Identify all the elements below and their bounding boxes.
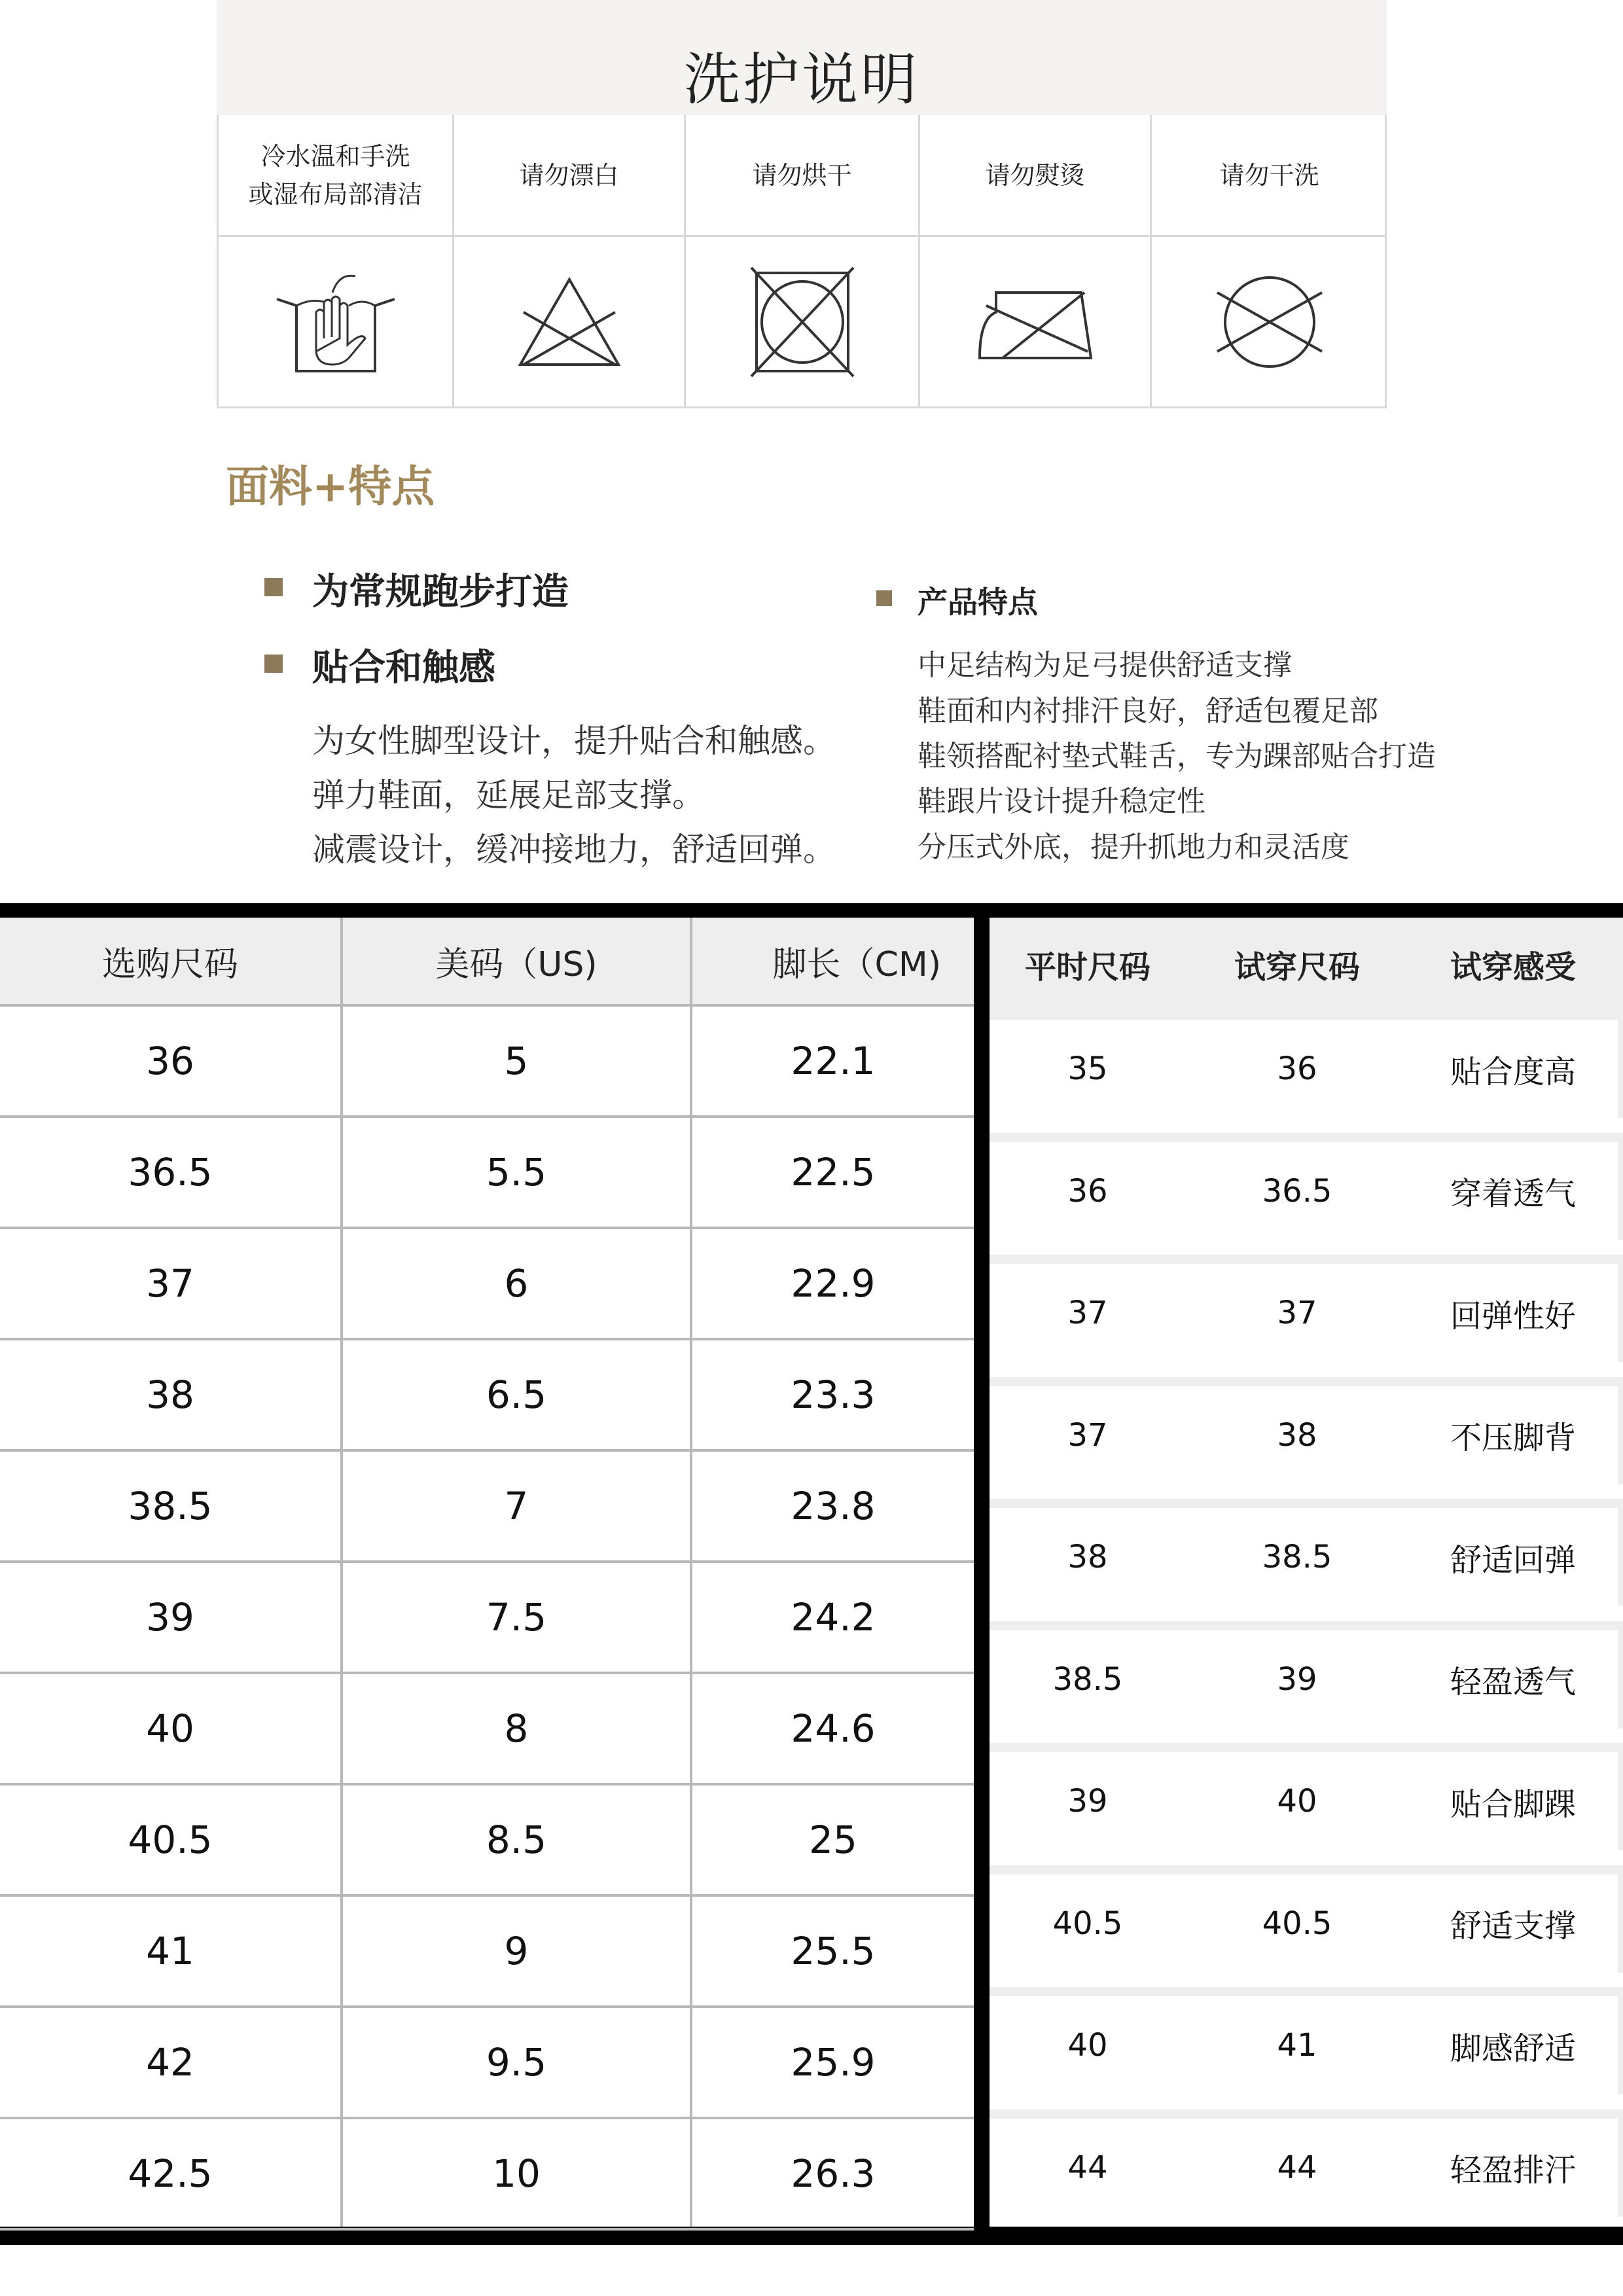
- table-cell: 38.5: [128, 1484, 213, 1528]
- table-cell: 23.3: [791, 1372, 876, 1417]
- care-grid: [217, 115, 1387, 408]
- table-row-end: [0, 2228, 974, 2233]
- no-dry-clean-icon: [1152, 237, 1387, 406]
- feature-heading: 为常规跑步打造: [312, 571, 569, 613]
- table-cell: 36: [1277, 1050, 1317, 1087]
- table-row: [0, 1894, 974, 2005]
- feature-line: 为女性脚型设计，提升贴合和触感。: [312, 722, 836, 760]
- table-cell: 40.5: [1262, 1905, 1332, 1942]
- table-cell: 7.5: [486, 1595, 547, 1640]
- feature-line: 减震设计，缓冲接地力，舒适回弹。: [312, 831, 836, 869]
- table-cell: 38: [1277, 1416, 1317, 1454]
- table-row: [990, 1377, 1623, 1484]
- care-label: 请勿熨烫: [920, 115, 1150, 237]
- table-cell: 36.5: [1262, 1172, 1332, 1210]
- care-item-no-dry-clean: [1152, 115, 1387, 406]
- care-title: 洗护说明: [684, 47, 919, 113]
- table-cell: 35: [1067, 1050, 1108, 1087]
- table-cell: 贴合脚踝: [1450, 1785, 1576, 1823]
- table-row: [0, 2005, 974, 2117]
- no-tumble-dry-icon: [686, 237, 918, 406]
- product-features-heading: 产品特点: [918, 584, 1038, 620]
- size-header-foot-length: 脚长（CM): [692, 918, 974, 1004]
- table-row-inner: [990, 1752, 1618, 1850]
- table-cell: 8.5: [486, 1818, 547, 1862]
- table-row-inner: [990, 1630, 1618, 1729]
- care-section: [217, 0, 1387, 408]
- table-row: [990, 1987, 1623, 2094]
- size-header-purchase: 选购尺码: [0, 918, 340, 1004]
- feature-line: 弹力鞋面，延展足部支撑。: [312, 776, 705, 814]
- table-cell: 5: [504, 1039, 529, 1083]
- table-cell: 36: [1067, 1172, 1108, 1210]
- table-row-inner: [990, 2119, 1618, 2217]
- table-cell: 25: [809, 1818, 857, 1862]
- care-title-bar: [217, 0, 1387, 115]
- care-item-no-iron: [920, 115, 1152, 406]
- table-cell: 41: [146, 1929, 194, 1973]
- table-cell: 38.5: [1262, 1539, 1332, 1575]
- table-row: [990, 1621, 1623, 1729]
- table-row-inner: [990, 1386, 1618, 1484]
- table-cell: 穿着透气: [1450, 1175, 1576, 1212]
- table-row-inner: [990, 1142, 1618, 1240]
- table-cell: 42.5: [128, 2151, 213, 2196]
- table-cell: 44: [1277, 2149, 1317, 2186]
- table-cell: 39: [146, 1595, 194, 1640]
- feature-heading: 贴合和触感: [312, 647, 495, 689]
- table-cell: 不压脚背: [1450, 1420, 1576, 1456]
- product-feature-line: 中足结构为足弓提供舒适支撑: [918, 649, 1292, 682]
- table-cell: 38: [1067, 1539, 1108, 1575]
- table-cell: 贴合度高: [1450, 1053, 1576, 1090]
- fit-header-tried-size: 试穿尺码: [1234, 948, 1360, 986]
- table-cell: 回弹性好: [1450, 1297, 1576, 1335]
- table-row: [0, 1783, 974, 1894]
- table-row-inner: [990, 1264, 1618, 1362]
- table-cell: 37: [146, 1261, 194, 1306]
- bullet-icon: [264, 578, 283, 596]
- care-label: 请勿漂白: [454, 115, 684, 237]
- table-row: [0, 1560, 974, 1672]
- table-cell: 37: [1067, 1295, 1108, 1331]
- column-divider: [340, 918, 343, 2227]
- bullet-icon: [876, 590, 892, 606]
- table-cell: 轻盈排汗: [1450, 2152, 1576, 2189]
- table-cell: 22.5: [791, 1150, 876, 1194]
- table-cell: 23.8: [791, 1484, 876, 1528]
- hand-wash-icon: [219, 237, 452, 406]
- table-cell: 22.9: [791, 1261, 876, 1306]
- table-row: [0, 2117, 974, 2228]
- table-row-inner: [990, 1874, 1618, 1973]
- size-header-us: 美码（US): [343, 918, 690, 1004]
- table-cell: 6: [504, 1261, 529, 1306]
- table-row: [0, 1672, 974, 1783]
- table-cell: 42: [146, 2040, 194, 2085]
- table-cell: 26.3: [791, 2151, 876, 2196]
- column-divider: [690, 918, 692, 2227]
- table-cell: 轻盈透气: [1450, 1664, 1576, 1700]
- table-cell: 39: [1067, 1783, 1108, 1820]
- table-cell: 脚感舒适: [1450, 2030, 1576, 2067]
- table-cell: 24.6: [791, 1706, 876, 1751]
- bullet-icon: [264, 655, 283, 673]
- table-cell: 38.5: [1052, 1660, 1123, 1698]
- table-cell: 37: [1067, 1416, 1108, 1454]
- fit-feedback-table: [990, 918, 1623, 2227]
- table-cell: 7: [504, 1484, 529, 1528]
- table-cell: 40.5: [128, 1818, 213, 1862]
- fit-header-feeling: 试穿感受: [1450, 948, 1576, 986]
- table-row: [0, 1338, 974, 1449]
- care-label: 请勿干洗: [1152, 115, 1387, 237]
- product-feature-line: 鞋面和内衬排汗良好，舒适包覆足部: [918, 694, 1378, 728]
- table-row: [990, 1865, 1623, 1973]
- table-row: [0, 1449, 974, 1560]
- table-cell: 41: [1277, 2027, 1317, 2064]
- table-cell: 36: [146, 1039, 194, 1083]
- product-feature-line: 分压式外底，提升抓地力和灵活度: [918, 831, 1349, 864]
- table-cell: 舒适回弹: [1450, 1541, 1576, 1579]
- table-row: [990, 1133, 1623, 1240]
- table-row: [0, 1115, 974, 1227]
- size-tables: [0, 903, 1623, 2245]
- product-feature-line: 鞋领搭配衬垫式鞋舌，专为踝部贴合打造: [918, 740, 1436, 773]
- table-cell: 37: [1277, 1295, 1317, 1331]
- care-item-no-tumble-dry: [686, 115, 920, 406]
- table-row: [0, 1227, 974, 1338]
- table-cell: 9.5: [486, 2040, 547, 2085]
- care-item-no-bleach: [454, 115, 686, 406]
- table-cell: 36.5: [128, 1150, 213, 1194]
- table-row: [990, 1743, 1623, 1850]
- table-row: [0, 1004, 974, 1115]
- size-conversion-table: [0, 918, 974, 2227]
- table-cell: 5.5: [486, 1150, 547, 1194]
- table-cell: 39: [1277, 1660, 1317, 1698]
- table-cell: 10: [492, 2151, 541, 2196]
- table-cell: 舒适支撑: [1450, 1908, 1576, 1945]
- table-cell: 44: [1067, 2149, 1108, 2186]
- table-cell: 38: [146, 1372, 194, 1417]
- table-cell: 8: [504, 1706, 529, 1751]
- care-item-hand-wash: [219, 115, 454, 406]
- table-cell: 40: [146, 1706, 194, 1751]
- no-iron-icon: [920, 237, 1150, 406]
- table-row: [990, 1255, 1623, 1362]
- table-cell: 40: [1067, 2027, 1108, 2064]
- table-row-inner: [990, 1508, 1618, 1606]
- table-cell: 24.2: [791, 1595, 876, 1640]
- table-cell: 40.5: [1052, 1905, 1123, 1942]
- table-cell: 6.5: [486, 1372, 547, 1417]
- table-cell: 22.1: [791, 1039, 876, 1083]
- care-label: 请勿烘干: [686, 115, 918, 237]
- table-row-inner: [990, 1020, 1618, 1118]
- table-cell: 9: [504, 1929, 529, 1973]
- table-cell: 40: [1277, 1783, 1317, 1820]
- table-row: [990, 1011, 1623, 1118]
- table-row: [990, 1499, 1623, 1606]
- fabric-title: 面料+特点: [226, 461, 435, 512]
- fit-header-usual-size: 平时尺码: [1024, 948, 1150, 986]
- table-row-inner: [990, 1996, 1618, 2094]
- care-label: 冷水温和手洗 或湿布局部清洁: [219, 115, 452, 237]
- product-feature-line: 鞋跟片设计提升稳定性: [918, 785, 1205, 818]
- table-row: [990, 2109, 1623, 2217]
- table-cell: 25.5: [791, 1929, 876, 1973]
- no-bleach-icon: [454, 237, 684, 406]
- table-cell: 25.9: [791, 2040, 876, 2085]
